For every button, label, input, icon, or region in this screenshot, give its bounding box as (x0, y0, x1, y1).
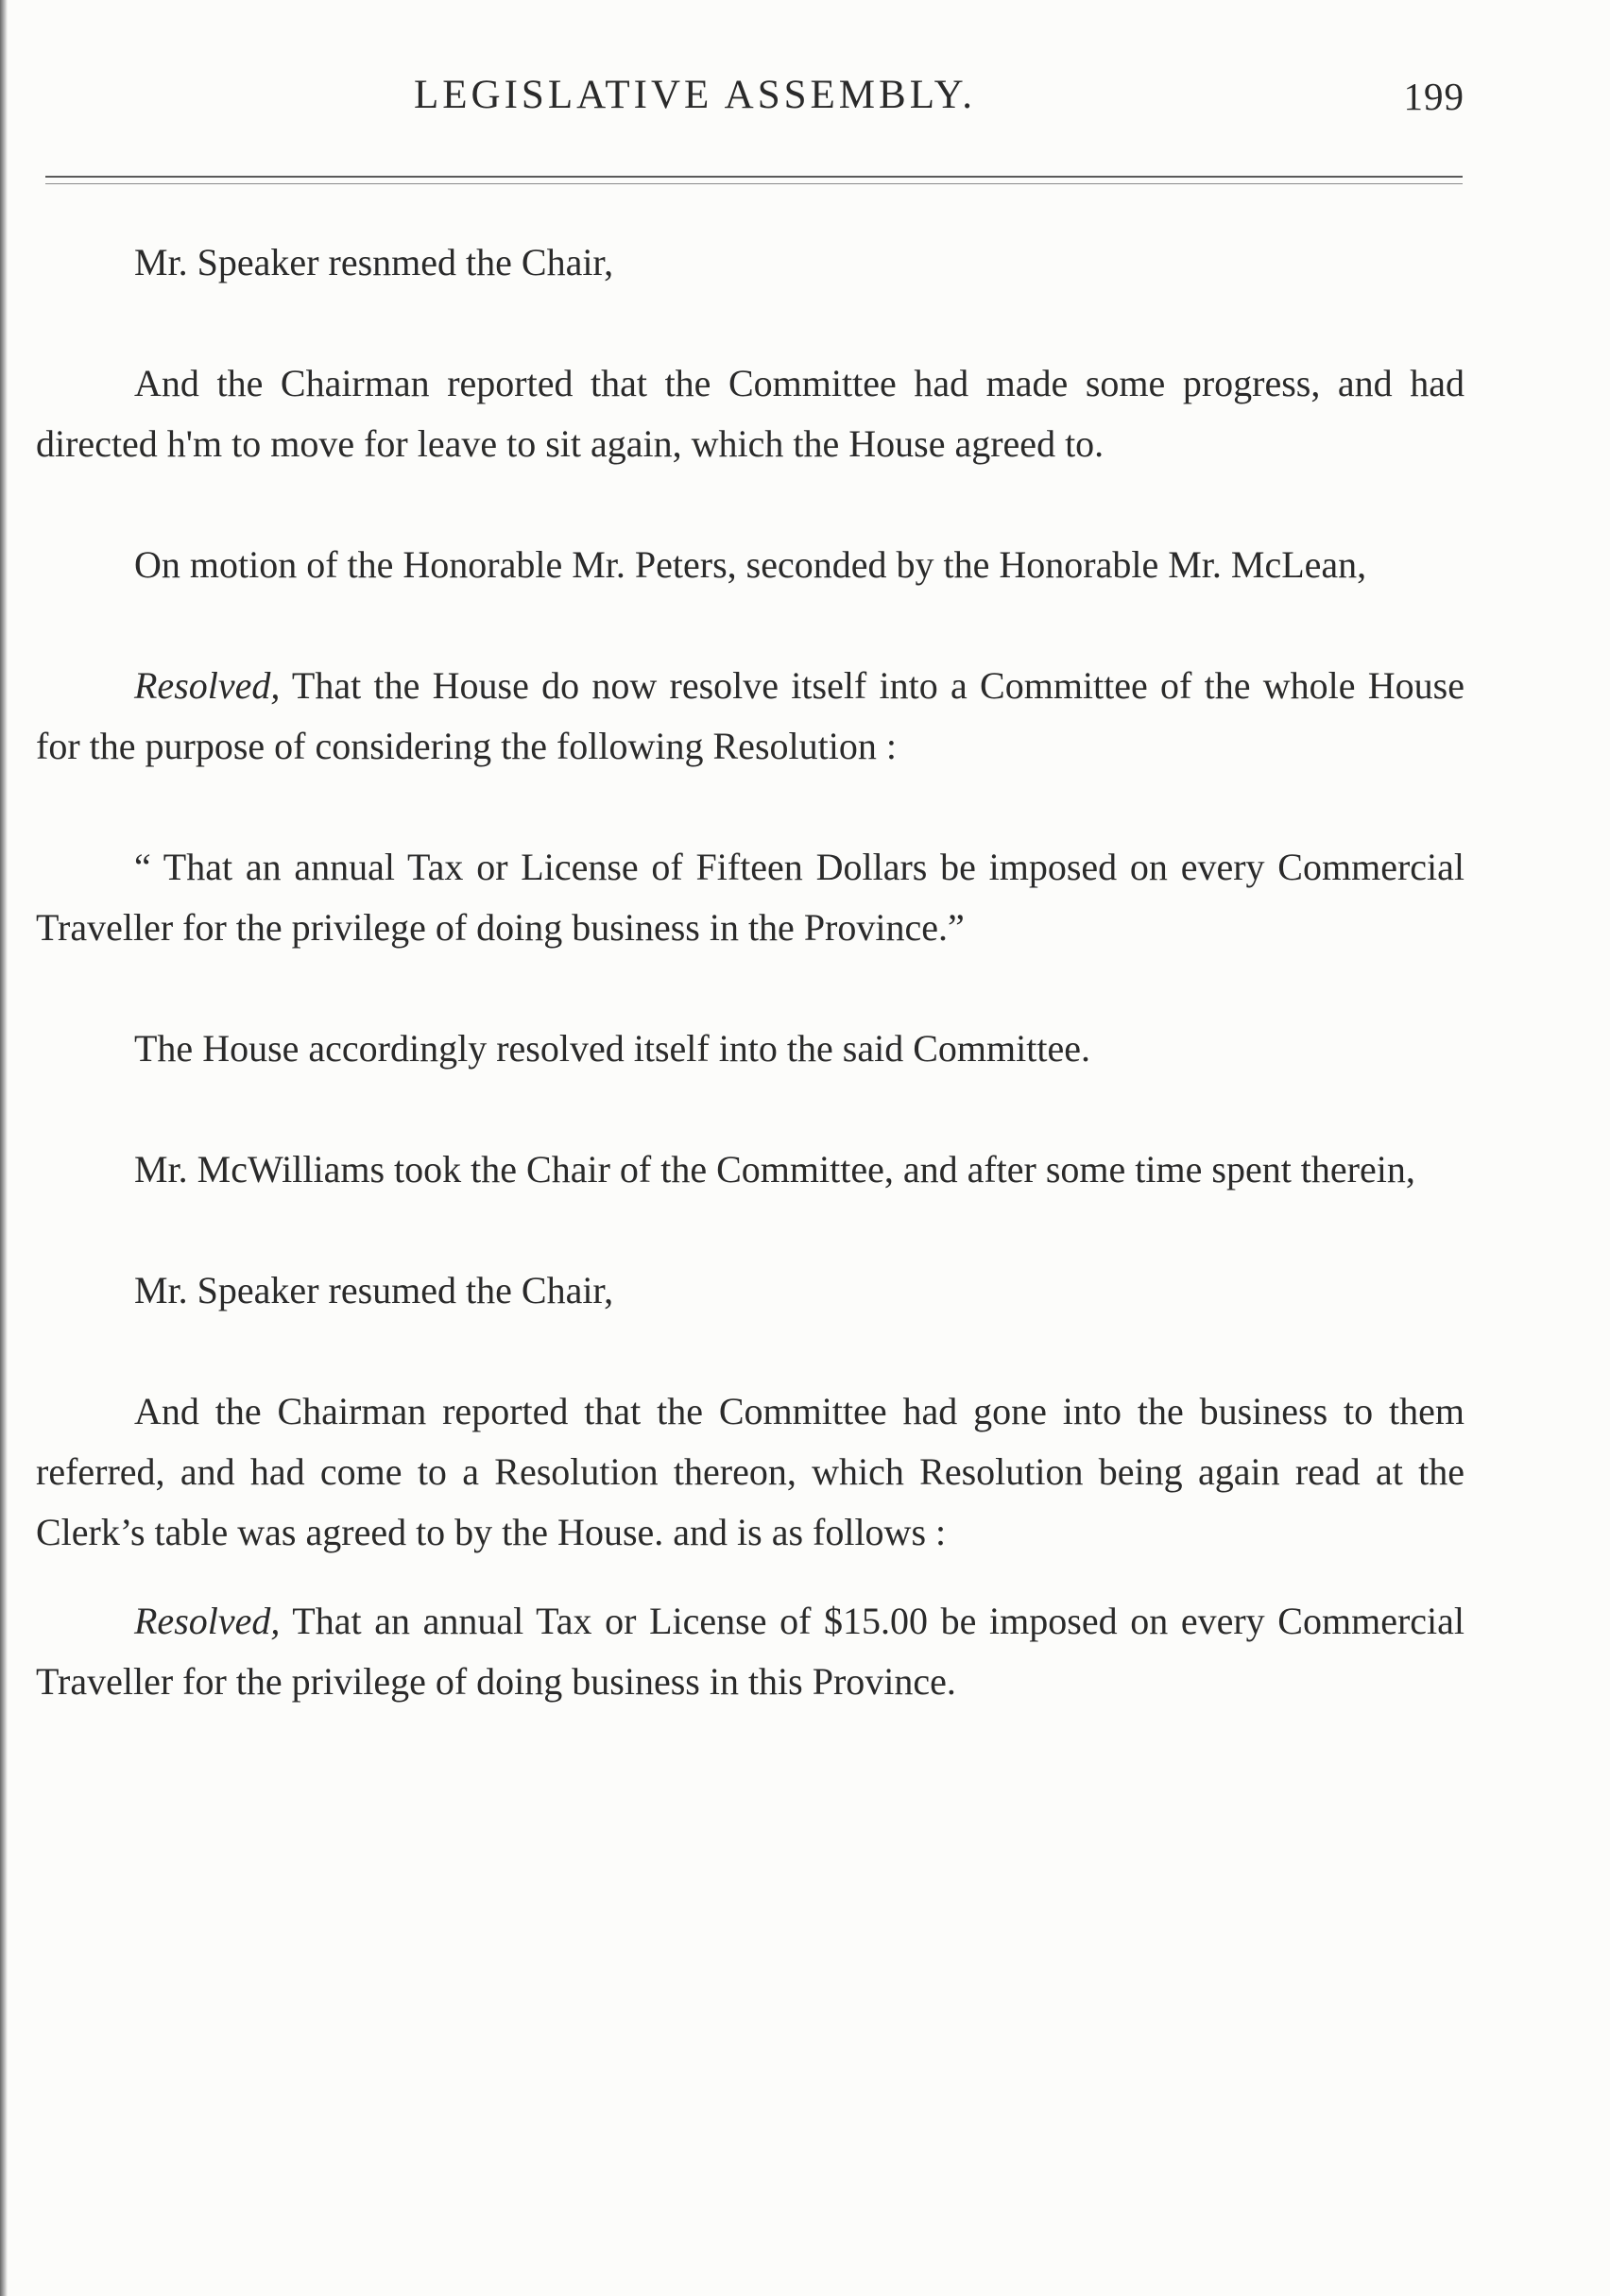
paragraph-text: “ That an annual Tax or License of Fifteen Dollars be imposed on every Commercial Traveller for the privilege of doing business in the Province.” (36, 846, 1464, 949)
paragraph-resolution-quote (36, 837, 1464, 958)
header-rule (45, 176, 1463, 178)
paragraph-mcwilliams-chair (36, 1139, 1464, 1200)
paragraph-resolved-tax (36, 1591, 1464, 1712)
paragraph-text: Mr. McWilliams took the Chair of the Committee, and after some time spent therein, (134, 1148, 1415, 1191)
paragraph-motion (36, 535, 1464, 595)
page-gutter-shadow (0, 0, 8, 2296)
running-header (36, 72, 1464, 129)
header-rule-secondary (45, 183, 1463, 184)
paragraph-lead: Resolved, (134, 664, 281, 707)
paragraph-lead: Resolved, (134, 1600, 281, 1642)
paragraph-text: The House accordingly resolved itself into the said Committee. (134, 1027, 1090, 1070)
paragraph-speaker-resumed-chair (36, 232, 1464, 293)
paragraph-text: Mr. Speaker resumed the Chair, (134, 1269, 614, 1311)
paragraph-house-resolved (36, 1019, 1464, 1079)
paragraph-resolved-committee (36, 656, 1464, 777)
paragraph-text: Mr. Speaker resnmed the Chair, (134, 241, 614, 283)
paragraph-text: And the Chairman reported that the Committee had made some progress, and had directed h'm to move for leave to sit again, which the House agreed to. (36, 362, 1464, 465)
page-header-title: LEGISLATIVE ASSEMBLY. (414, 73, 976, 117)
paragraph-speaker-resumed-chair-2 (36, 1260, 1464, 1321)
paragraph-chairman-report-2 (36, 1381, 1464, 1563)
paragraph-text: That an annual Tax or License of $15.00 be imposed on every Commercial Traveller for the privilege of doing business in this Province. (36, 1600, 1464, 1703)
paragraph-text: And the Chairman reported that the Committee had gone into the business to them referred, and had come to a Resolution thereon, which Resolution being again read at the Clerk’s table was agreed to by the House. and is as follows : (36, 1390, 1464, 1553)
page-number: 199 (1403, 75, 1464, 118)
paragraph-text: That the House do now resolve itself into a Committee of the whole House for the purpose of considering the following Resolution : (36, 664, 1464, 767)
paragraph-text: On motion of the Honorable Mr. Peters, seconded by the Honorable Mr. McLean, (134, 543, 1367, 586)
paragraph-chairman-report (36, 353, 1464, 474)
body-text (36, 232, 1464, 1712)
